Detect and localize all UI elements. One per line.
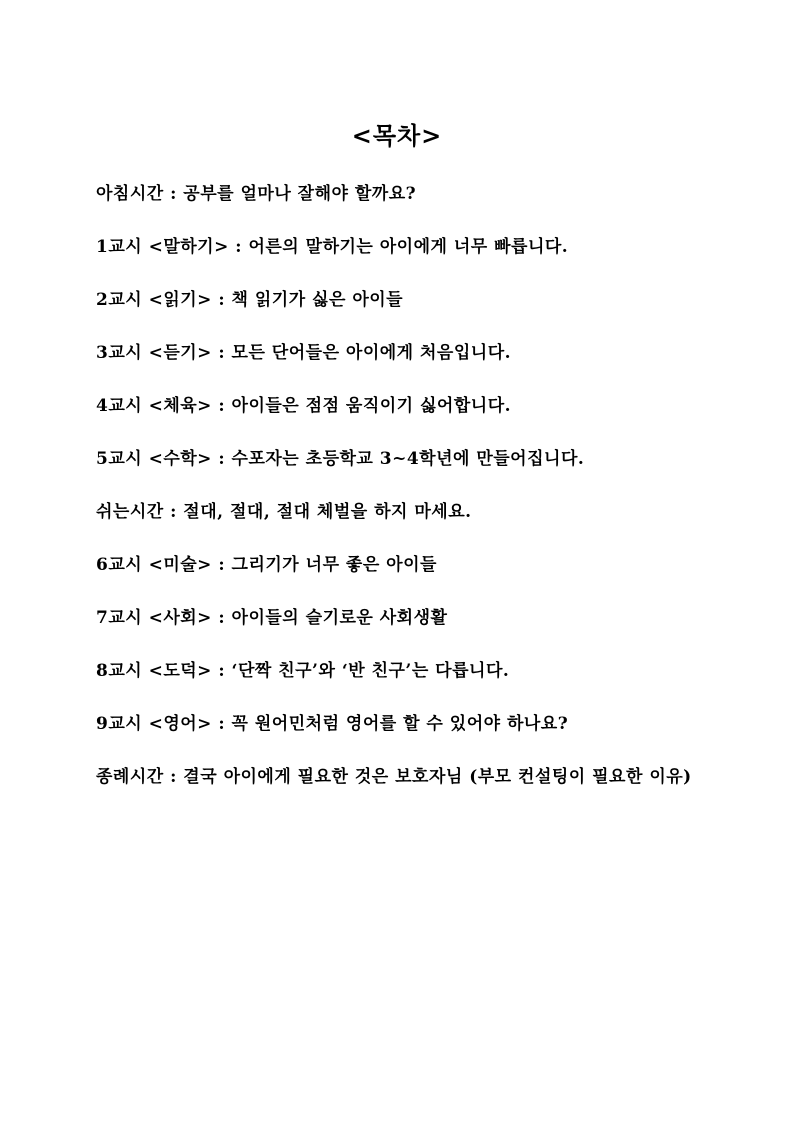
toc-entry-period-8: 8교시 <도덕> : ‘단짝 친구’와 ‘반 친구’는 다릅니다. — [96, 661, 510, 681]
toc-entry-period-6: 6교시 <미술> : 그리기가 너무 좋은 아이들 — [96, 555, 437, 575]
toc-entry-break: 쉬는시간 : 절대, 절대, 절대 체벌을 하지 마세요. — [96, 502, 472, 522]
toc-entry-period-3: 3교시 <듣기> : 모든 단어들은 아이에게 처음입니다. — [96, 343, 512, 363]
toc-entry-period-1: 1교시 <말하기> : 어른의 말하기는 아이에게 너무 빠릅니다. — [96, 237, 569, 257]
toc-entry-closing: 종례시간 : 결국 아이에게 필요한 것은 보호자님 (부모 컨설팅이 필요한 이유) — [96, 767, 692, 787]
toc-entry-period-5: 5교시 <수학> : 수포자는 초등학교 3~4학년에 만들어집니다. — [96, 449, 585, 469]
toc-entry-period-2: 2교시 <읽기> : 책 읽기가 싫은 아이들 — [96, 290, 404, 310]
toc-entry-period-7: 7교시 <사회> : 아이들의 슬기로운 사회생활 — [96, 608, 448, 628]
toc-entry-period-9: 9교시 <영어> : 꼭 원어민처럼 영어를 할 수 있어야 하나요? — [96, 714, 569, 734]
toc-entry-period-4: 4교시 <체육> : 아이들은 점점 움직이기 싫어합니다. — [96, 396, 512, 416]
page-title: <목차> — [351, 121, 443, 150]
table-of-contents — [96, 180, 716, 799]
toc-entry-morning: 아침시간 : 공부를 얼마나 잘해야 할까요? — [96, 184, 417, 204]
